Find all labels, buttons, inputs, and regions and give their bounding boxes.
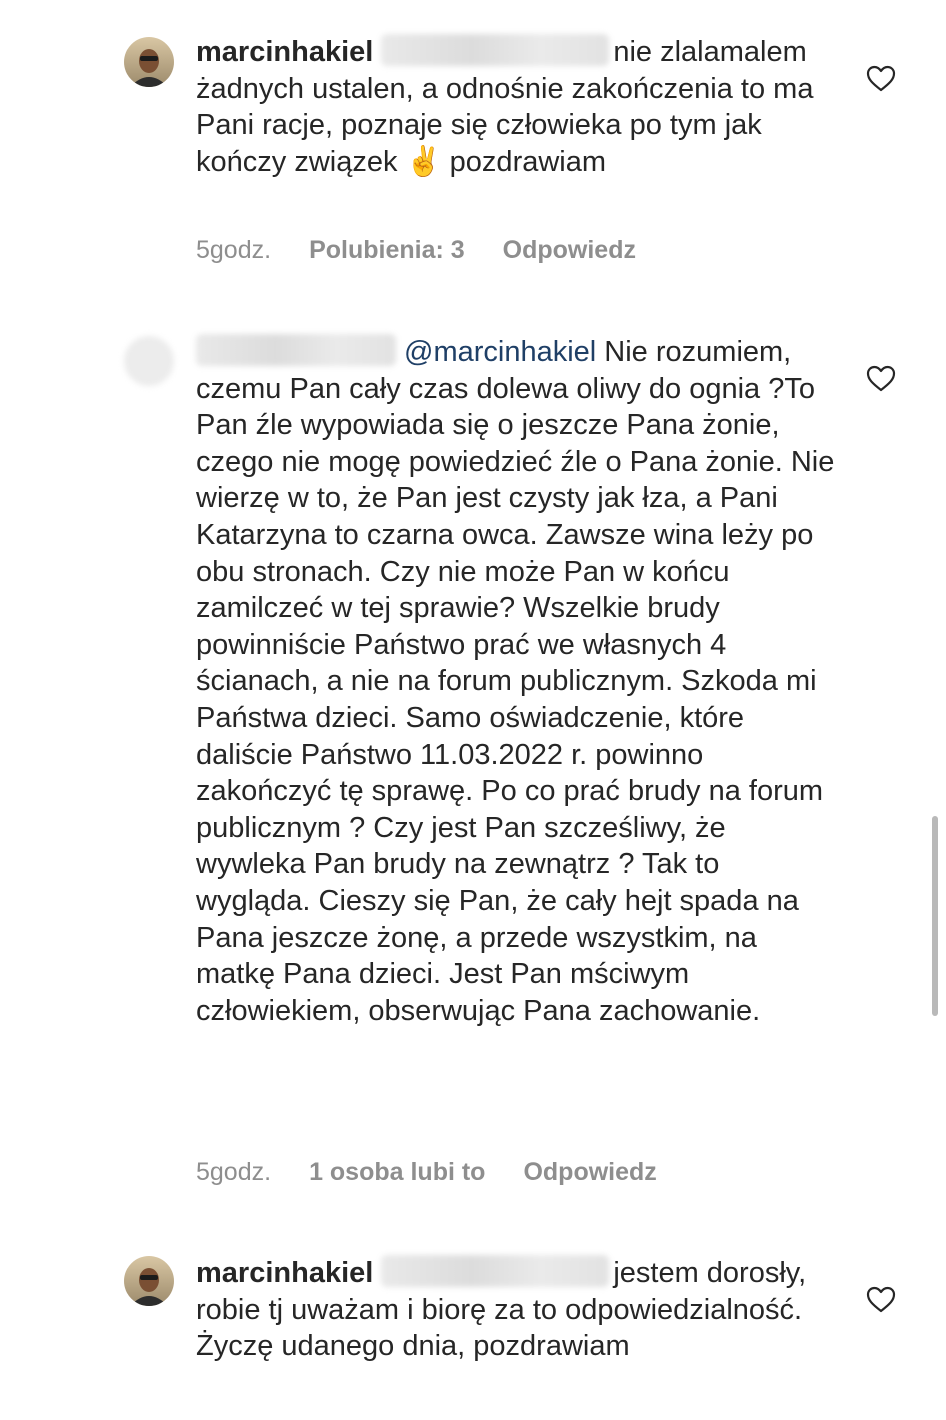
comment-time: 5godz. xyxy=(196,1158,272,1186)
user-avatar-icon xyxy=(124,37,174,87)
redacted-username xyxy=(196,334,396,366)
comment-meta xyxy=(196,236,674,265)
like-button[interactable] xyxy=(866,1285,896,1313)
comment-body xyxy=(196,334,836,1029)
avatar[interactable] xyxy=(124,1256,174,1306)
user-avatar-icon xyxy=(124,1256,174,1306)
comment-text: jestem dorosły, robie tj uważam i biorę za to odpowiedzialność. Życzę udanego dnia, pozdrawiam xyxy=(196,1257,807,1363)
comment-meta xyxy=(196,1158,695,1187)
heart-outline-icon xyxy=(866,364,896,392)
heart-outline-icon xyxy=(866,64,896,92)
redacted-mention xyxy=(381,1255,609,1287)
comment-body xyxy=(196,1255,836,1365)
likes-count[interactable]: Polubienia: 3 xyxy=(309,236,465,264)
comment-text: nie zlalamalem żadnych ustalen, a odnośnie zakończenia to ma Pani racje, poznaje się człowieka po tym jak kończy związek ✌️ pozdrawiam xyxy=(196,36,814,178)
avatar[interactable] xyxy=(124,37,174,87)
comment-text: Nie rozumiem, czemu Pan cały czas dolewa oliwy do ognia ?To Pan źle wypowiada się o jeszcze Pana żonie, czego nie mogę powiedzieć źle o Pana żonie. Nie wierzę w to, że Pan jest czysty jak łza, a Pani Katarzyna to czarna owca. Zawsze wina leży po obu stronach. Czy nie może Pan w końcu zamilczeć w tej sprawie? Wszelkie brudy powinniście Państwo prać we własnych 4 ścianach, a nie na forum publicznym. Szkoda mi Państwa dzieci. Samo oświadczenie, które daliście Państwo 11.03.2022 r. powinno zakończyć tę sprawę. Po co prać brudy na forum publicznym ? Czy jest Pan szcześliwy, że wywleka Pan brudy na zewnątrz ? Tak to wygląda. Cieszy się Pan, że cały hejt spada na Pana jeszcze żonę, a przede wszystkim, na matkę Pana dzieci. Jest Pan mściwym człowiekiem, obserwując Pana zachowanie. xyxy=(196,336,835,1027)
comment-username[interactable]: marcinhakiel xyxy=(196,1257,374,1289)
comment-time: 5godz. xyxy=(196,236,272,264)
like-button[interactable] xyxy=(866,364,896,392)
comment-body xyxy=(196,34,836,180)
heart-outline-icon xyxy=(866,1285,896,1313)
avatar[interactable] xyxy=(124,336,174,386)
comment-username[interactable]: marcinhakiel xyxy=(196,36,374,68)
mention-link[interactable]: @marcinhakiel xyxy=(404,336,597,368)
scrollbar[interactable] xyxy=(932,816,938,1016)
likes-count[interactable]: 1 osoba lubi to xyxy=(309,1158,486,1186)
reply-button[interactable]: Odpowiedz xyxy=(523,1158,657,1186)
redacted-mention xyxy=(381,34,609,66)
like-button[interactable] xyxy=(866,64,896,92)
reply-button[interactable]: Odpowiedz xyxy=(502,236,636,264)
